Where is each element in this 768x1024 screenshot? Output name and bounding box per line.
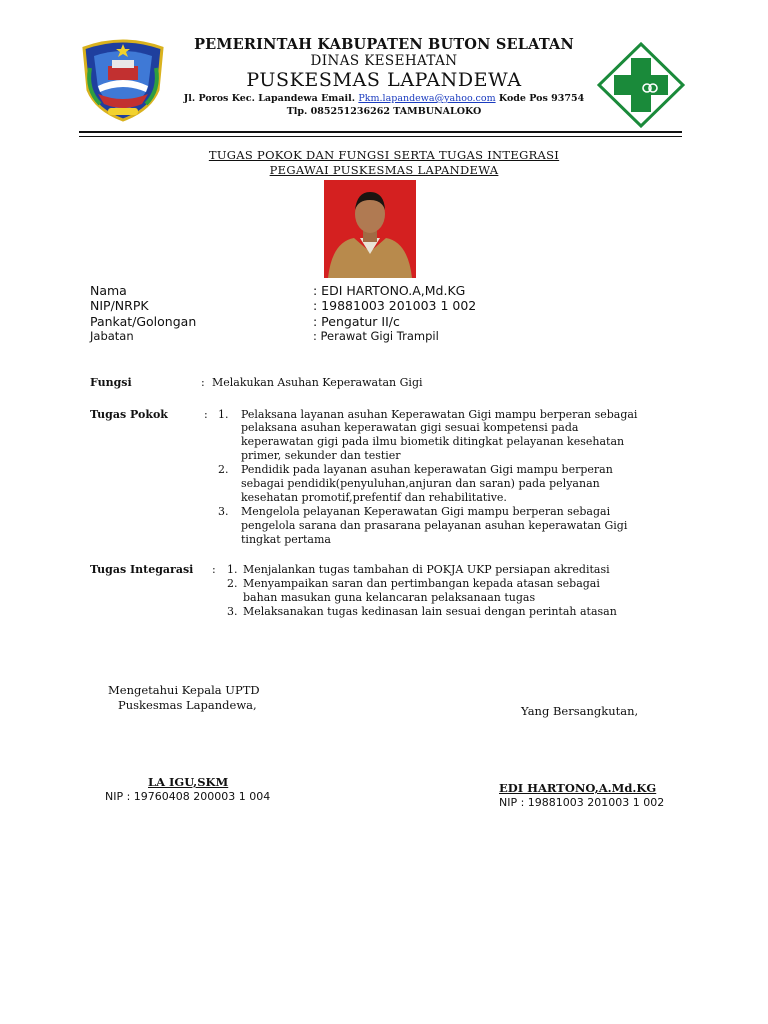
field-label-nama: Nama (90, 283, 127, 298)
fungsi-label: Fungsi (90, 376, 132, 389)
tugas-integrasi-item-line: Menjalankan tugas tambahan di POKJA UKP persiapan akreditasi (243, 563, 610, 576)
tugas-pokok-item-line: sebagai pendidik(penyuluhan,anjuran dan saran) pada pelyanan (241, 477, 600, 490)
tugas-pokok-item-line: kesehatan promotif,prefentif dan rehabilitative. (241, 491, 507, 504)
tugas-pokok-item-line: keperawatan gigi pada ilmu biometik ditingkat pelayanan kesehatan (241, 435, 625, 448)
tugas-pokok-label: Tugas Pokok (90, 408, 168, 421)
tugas-integrasi-item-line: bahan masukan guna kelancaran pelaksanaan tugas (243, 591, 536, 604)
header-address (174, 93, 594, 104)
tugas-pokok-item-number: 3. (218, 505, 229, 518)
signature-left-title-line1: Mengetahui Kepala UPTD (108, 683, 260, 697)
field-value-pangkat: : Pengatur II/c (313, 314, 400, 329)
header-divider-thick (79, 131, 682, 133)
header-puskesmas-name: PUSKESMAS LAPANDEWA (246, 69, 522, 91)
tugas-integrasi-colon: : (212, 563, 216, 576)
signature-left-name: LA IGU,SKM (148, 775, 229, 789)
tugas-pokok-item-line: tingkat pertama (241, 533, 331, 546)
fungsi-colon: : (201, 376, 205, 389)
email-link[interactable]: Pkm.lapandewa@yahoo.com (358, 93, 496, 104)
field-label-pangkat: Pankat/Golongan (90, 314, 197, 329)
employee-photo (324, 180, 416, 278)
tugas-pokok-item-line: pengelola sarana dan prasarana pelayanan asuhan keperawatan Gigi (241, 519, 628, 532)
address-suffix: Kode Pos 93754 (498, 93, 585, 104)
field-label-nip: NIP/NRPK (90, 298, 149, 313)
header-divider-thin (79, 136, 682, 137)
tugas-integrasi-item-line: Melaksanakan tugas kedinasan lain sesuai dengan perintah atasan (243, 605, 617, 618)
field-label-jabatan: Jabatan (90, 329, 134, 343)
header-phone: Tlp. 085251236262 TAMBUNALOKO (286, 106, 482, 117)
tugas-pokok-item-line: Mengelola pelayanan Keperawatan Gigi mampu berperan sebagai (241, 505, 611, 518)
tugas-integrasi-item-number: 2. (227, 577, 238, 590)
signature-right-nip: NIP : 19881003 201003 1 002 (499, 796, 665, 809)
signature-right-name: EDI HARTONO,A.Md.KG (499, 781, 657, 795)
signature-left-nip: NIP : 19760408 200003 1 004 (105, 790, 271, 803)
fungsi-text: Melakukan Asuhan Keperawatan Gigi (212, 376, 423, 389)
tugas-integrasi-item-number: 1. (227, 563, 238, 576)
tugas-pokok-item-line: Pelaksana layanan asuhan Keperawatan Gigi mampu berperan sebagai (241, 408, 638, 421)
tugas-pokok-item-number: 1. (218, 408, 229, 421)
header-government-line: PEMERINTAH KABUPATEN BUTON SELATAN (194, 36, 574, 53)
field-value-nama: : EDI HARTONO.A,Md.KG (313, 283, 466, 298)
header-department-line: DINAS KESEHATAN (310, 53, 458, 69)
puskesmas-emblem-icon (597, 42, 685, 128)
field-value-jabatan: : Perawat Gigi Trampil (313, 329, 439, 343)
document-title-line1: TUGAS POKOK DAN FUNGSI SERTA TUGAS INTEGRASI (208, 148, 560, 162)
tugas-integrasi-item-number: 3. (227, 605, 238, 618)
tugas-integrasi-item-line: Menyampaikan saran dan pertimbangan kepada atasan sebagai (243, 577, 600, 590)
tugas-pokok-colon: : (204, 408, 208, 421)
signature-right-title: Yang Bersangkutan, (521, 704, 639, 718)
tugas-pokok-item-line: Pendidik pada layanan asuhan keperawatan Gigi mampu berperan (241, 463, 613, 476)
field-value-nip: : 19881003 201003 1 002 (313, 298, 477, 313)
signature-left-title-line2: Puskesmas Lapandewa, (118, 698, 257, 712)
document-title-line2: PEGAWAI PUSKESMAS LAPANDEWA (269, 163, 499, 177)
tugas-pokok-item-line: primer, sekunder dan testier (241, 449, 401, 462)
address-prefix: Jl. Poros Kec. Lapandewa Email. (183, 93, 356, 104)
tugas-integrasi-label: Tugas Integarasi (90, 563, 194, 576)
tugas-pokok-item-number: 2. (218, 463, 229, 476)
regency-emblem-icon (78, 38, 168, 122)
tugas-pokok-item-line: pelaksana asuhan keperawatan gigi sesuai kompetensi pada (241, 421, 579, 434)
